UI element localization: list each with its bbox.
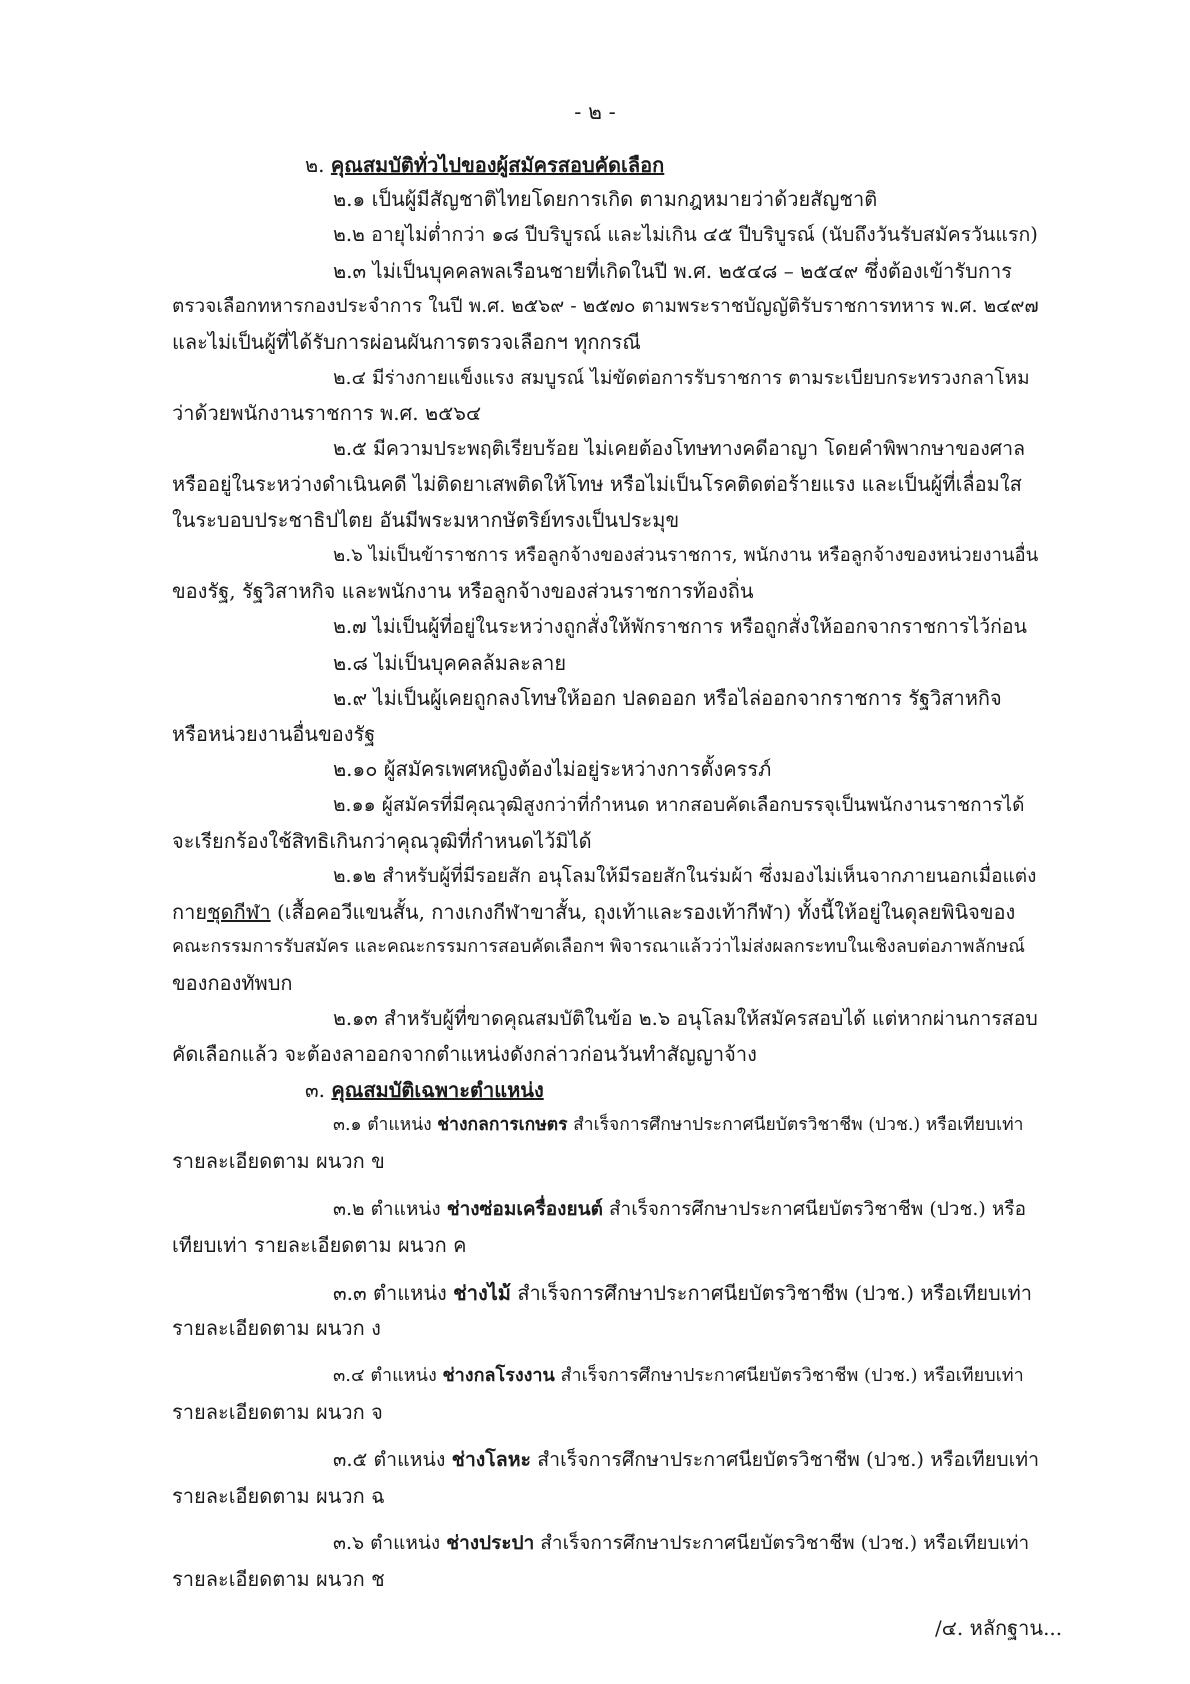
item-2-12-cont-1 bbox=[172, 897, 1015, 927]
item-2-11: ๒.๑๑ ผู้สมัครที่มีคุณวุฒิสูงกว่าที่กำหนด หากสอบคัดเลือกบรรจุเป็นพนักงานราชการได้ bbox=[333, 794, 1025, 816]
item-2-9: ๒.๙ ไม่เป็นผู้เคยถูกลงโทษให้ออก ปลดออก หรือไล่ออกจากราชการ รัฐวิสาหกิจ bbox=[333, 686, 1002, 710]
position-requirement: สำเร็จการศึกษาประกาศนียบัตรวิชาชีพ (ปวช.) หรือ bbox=[602, 1198, 1026, 1220]
position-3-4-detail: รายละเอียดตาม ผนวก จ bbox=[172, 1400, 383, 1424]
position-name: ช่างกลการเกษตร bbox=[437, 1115, 568, 1135]
section2-number: ๒. bbox=[305, 153, 325, 177]
position-3-4 bbox=[333, 1361, 1024, 1391]
item-2-12: ๒.๑๒ สำหรับผู้ที่มีรอยสัก อนุโลมให้มีรอยสักในร่มผ้า ซึ่งมองไม่เห็นจากภายนอกเมื่อแต่ง bbox=[333, 865, 1037, 887]
item-2-12-sport-attire: ชุดกีฬา bbox=[207, 900, 271, 924]
position-3-3 bbox=[333, 1278, 1032, 1308]
item-2-3-cont-2: และไม่เป็นผู้ที่ได้รับการผ่อนผันการตรวจเลือกฯ ทุกกรณี bbox=[172, 330, 641, 354]
item-2-3-cont-1: ตรวจเลือกทหารกองประจำการ ในปี พ.ศ. ๒๕๖๙ - ๒๕๗๐ ตามพระราชบัญญัติรับราชการทหาร พ.ศ. ๒๔๙๗ bbox=[172, 295, 1039, 317]
position-3-6-detail: รายละเอียดตาม ผนวก ช bbox=[172, 1567, 385, 1591]
position-3-6 bbox=[333, 1528, 1029, 1558]
position-3-1 bbox=[333, 1110, 1023, 1140]
position-3-3-detail: รายละเอียดตาม ผนวก ง bbox=[172, 1316, 381, 1340]
item-2-11-cont: จะเรียกร้องใช้สิทธิเกินกว่าคุณวุฒิที่กำหนดไว้มิได้ bbox=[172, 829, 592, 853]
item-2-5-cont-1: หรืออยู่ในระหว่างดำเนินคดี ไม่ติดยาเสพติดให้โทษ หรือไม่เป็นโรคติดต่อร้ายแรง และเป็นผู้ที่เลื่อมใส bbox=[172, 472, 1022, 496]
page-number: - ๒ - bbox=[574, 100, 616, 124]
section2-heading bbox=[305, 150, 664, 180]
position-name: ช่างกลโรงงาน bbox=[442, 1365, 555, 1386]
item-2-12-cont-2: คณะกรรมการรับสมัคร และคณะกรรมการสอบคัดเลือกฯ พิจารณาแล้วว่าไม่ส่งผลกระทบในเชิงลบต่อภาพลักษณ์ bbox=[172, 936, 1025, 957]
position-label: ๓.๖ ตำแหน่ง bbox=[333, 1532, 447, 1554]
item-2-6: ๒.๖ ไม่เป็นข้าราชการ หรือลูกจ้างของส่วนราชการ, พนักงาน หรือลูกจ้างของหน่วยงานอื่น bbox=[333, 545, 1039, 566]
section3-number: ๓. bbox=[305, 1078, 326, 1102]
position-name: ช่างไม้ bbox=[453, 1281, 511, 1305]
position-label: ๓.๓ ตำแหน่ง bbox=[333, 1281, 454, 1305]
position-3-2-detail: เทียบเท่า รายละเอียดตาม ผนวก ค bbox=[172, 1233, 467, 1257]
item-2-8: ๒.๘ ไม่เป็นบุคคลล้มละลาย bbox=[333, 651, 567, 675]
section2-title: คุณสมบัติทั่วไปของผู้สมัครสอบคัดเลือก bbox=[330, 153, 665, 177]
item-2-1: ๒.๑ เป็นผู้มีสัญชาติไทยโดยการเกิด ตามกฎหมายว่าด้วยสัญชาติ bbox=[333, 187, 878, 211]
item-2-5-cont-2: ในระบอบประชาธิปไตย อันมีพระมหากษัตริย์ทรงเป็นประมุข bbox=[172, 508, 680, 532]
item-2-5: ๒.๕ มีความประพฤติเรียบร้อย ไม่เคยต้องโทษทางคดีอาญา โดยคำพิพากษาของศาล bbox=[333, 437, 1026, 460]
item-2-9-cont: หรือหน่วยงานอื่นของรัฐ bbox=[172, 722, 376, 746]
item-2-3: ๒.๓ ไม่เป็นบุคคลพลเรือนชายที่เกิดในปี พ.ศ. ๒๕๔๘ – ๒๕๔๙ ซึ่งต้องเข้ารับการ bbox=[333, 259, 1012, 283]
item-2-12-cont-3: ของกองทัพบก bbox=[172, 971, 293, 995]
section3-heading bbox=[305, 1075, 544, 1105]
position-name: ช่างประปา bbox=[446, 1532, 535, 1554]
position-3-2 bbox=[333, 1194, 1026, 1224]
position-label: ๓.๒ ตำแหน่ง bbox=[333, 1198, 447, 1220]
item-2-6-cont: ของรัฐ, รัฐวิสาหกิจ และพนักงาน หรือลูกจ้างของส่วนราชการท้องถิ่น bbox=[172, 579, 754, 603]
position-name: ช่างซ่อมเครื่องยนต์ bbox=[446, 1198, 603, 1220]
item-2-2: ๒.๒ อายุไม่ต่ำกว่า ๑๘ ปีบริบูรณ์ และไม่เกิน ๔๕ ปีบริบูรณ์ (นับถึงวันรับสมัครวันแรก) bbox=[333, 223, 1038, 246]
position-requirement: สำเร็จการศึกษาประกาศนียบัตรวิชาชีพ (ปวช.) หรือเทียบเท่า bbox=[510, 1281, 1032, 1305]
position-requirement: สำเร็จการศึกษาประกาศนียบัตรวิชาชีพ (ปวช.) หรือเทียบเท่า bbox=[554, 1365, 1024, 1386]
position-3-5 bbox=[333, 1445, 1039, 1475]
item-2-4-cont: ว่าด้วยพนักงานราชการ พ.ศ. ๒๕๖๔ bbox=[172, 401, 482, 425]
section3-title: คุณสมบัติเฉพาะตำแหน่ง bbox=[331, 1078, 544, 1102]
item-2-13-cont: คัดเลือกแล้ว จะต้องลาออกจากตำแหน่งดังกล่าวก่อนวันทำสัญญาจ้าง bbox=[172, 1042, 757, 1066]
item-2-12-text-pre: กาย bbox=[172, 900, 208, 924]
item-2-12-text-post: (เสื้อคอวีแขนสั้น, กางเกงกีฬาขาสั้น, ถุงเท้าและรองเท้ากีฬา) ทั้งนี้ให้อยู่ในดุลยพินิจของ bbox=[270, 900, 1016, 924]
position-3-1-detail: รายละเอียดตาม ผนวก ข bbox=[172, 1149, 385, 1173]
position-requirement: สำเร็จการศึกษาประกาศนียบัตรวิชาชีพ (ปวช.) หรือเทียบเท่า bbox=[534, 1532, 1030, 1554]
item-2-7: ๒.๗ ไม่เป็นผู้ที่อยู่ในระหว่างถูกสั่งให้พักราชการ หรือถูกสั่งให้ออกจากราชการไว้ก่อน bbox=[333, 615, 1027, 638]
position-label: ๓.๑ ตำแหน่ง bbox=[333, 1115, 438, 1135]
position-label: ๓.๔ ตำแหน่ง bbox=[333, 1365, 443, 1386]
position-requirement: สำเร็จการศึกษาประกาศนียบัตรวิชาชีพ (ปวช.) หรือเทียบเท่า bbox=[567, 1115, 1024, 1135]
position-requirement: สำเร็จการศึกษาประกาศนียบัตรวิชาชีพ (ปวช.) หรือเทียบเท่า bbox=[531, 1448, 1040, 1471]
item-2-4: ๒.๔ มีร่างกายแข็งแรง สมบูรณ์ ไม่ขัดต่อการรับราชการ ตามระเบียบกระทรวงกลาโหม bbox=[333, 367, 1030, 389]
item-2-10: ๒.๑๐ ผู้สมัครเพศหญิงต้องไม่อยู่ระหว่างการตั้งครรภ์ bbox=[333, 757, 772, 781]
continuation-footer: /๔. หลักฐาน... bbox=[935, 1616, 1063, 1640]
item-2-13: ๒.๑๓ สำหรับผู้ที่ขาดคุณสมบัติในข้อ ๒.๖ อนุโลมให้สมัครสอบได้ แต่หากผ่านการสอบ bbox=[333, 1007, 1038, 1030]
position-3-5-detail: รายละเอียดตาม ผนวก ฉ bbox=[172, 1484, 385, 1508]
position-label: ๓.๕ ตำแหน่ง bbox=[333, 1448, 452, 1471]
position-name: ช่างโลหะ bbox=[451, 1448, 532, 1471]
